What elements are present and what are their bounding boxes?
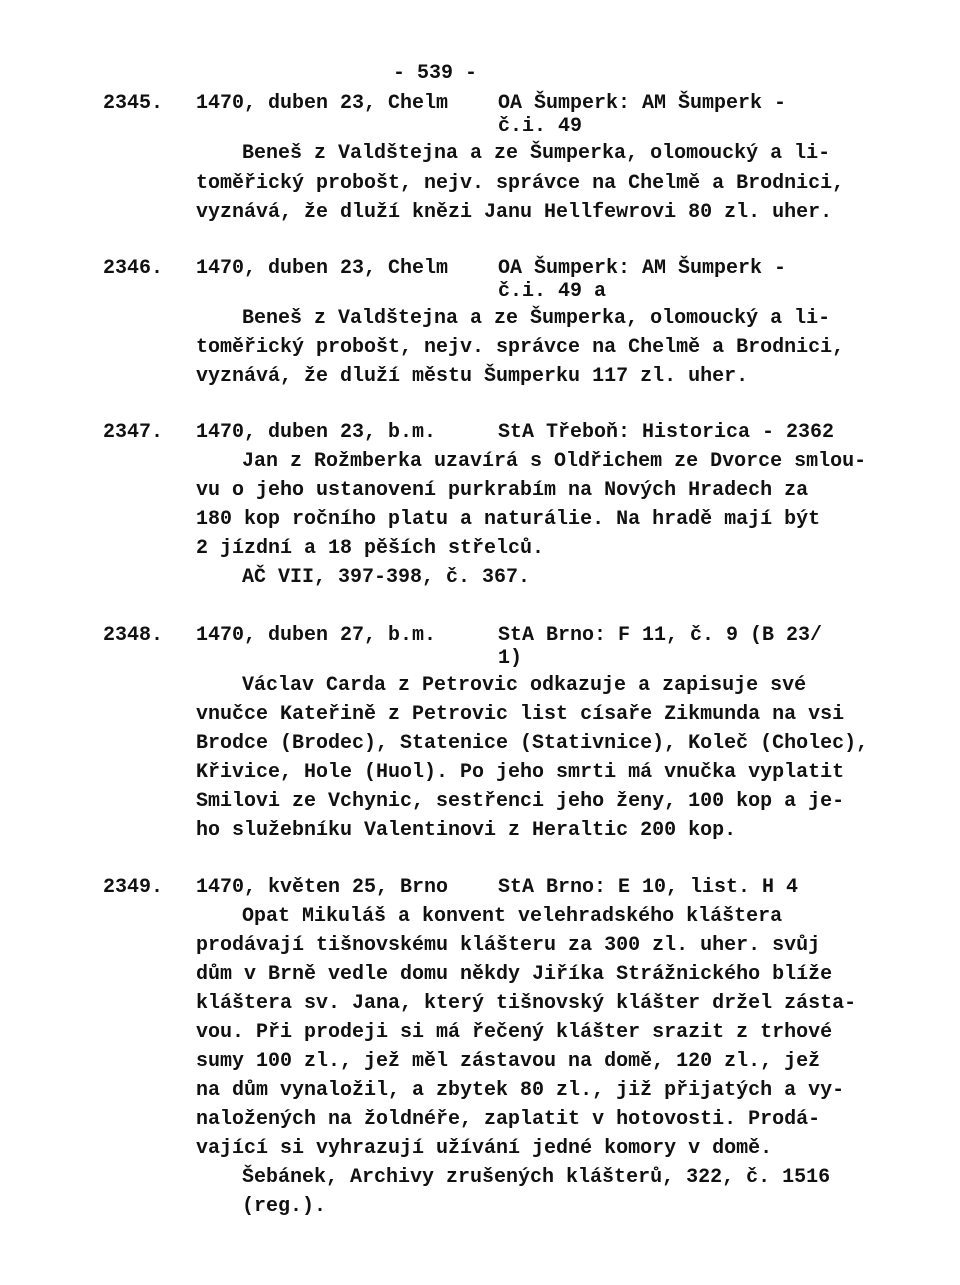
entry-text-line: Brodce (Brodec), Statenice (Stativnice), Koleč (Cholec), xyxy=(196,732,869,755)
entry-text-line: vyznává, že dluží městu Šumperku 117 zl. uher. xyxy=(196,365,749,388)
entry-text-line: sumy 100 zl., jež měl zástavou na domě, 120 zl., jež xyxy=(196,1050,821,1073)
entry-text-line: vu o jeho ustanovení purkrabím na Nových Hradech za xyxy=(196,479,809,502)
entry-date: 1470, květen 25, Brno xyxy=(196,876,449,899)
entry-text-line: na dům vynaložil, a zbytek 80 zl., již přijatých a vy- xyxy=(196,1079,845,1102)
entry-text-line: 2 jízdní a 18 pěších střelců. xyxy=(196,537,545,560)
entry-text-line: vyznává, že dluží knězi Janu Hellfewrovi 80 zl. uher. xyxy=(196,201,833,224)
entry-archive: StA Brno: F 11, č. 9 (B 23/ xyxy=(498,624,823,647)
entry-archive: č.i. 49 a xyxy=(498,280,607,303)
entry-text-line: toměřický probošt, nejv. správce na Chelmě a Brodnici, xyxy=(196,172,845,195)
entry-text-line: Beneš z Valdštejna a ze Šumperka, olomoucký a li- xyxy=(242,307,831,330)
entry-text-line: ho služebníku Valentinovi z Heraltic 200 kop. xyxy=(196,819,737,842)
entry-text-line: 180 kop ročního platu a naturálie. Na hradě mají být xyxy=(196,508,821,531)
entry-number: 2346. xyxy=(103,257,164,280)
entry-text-line: Beneš z Valdštejna a ze Šumperka, olomoucký a li- xyxy=(242,142,831,165)
entry-date: 1470, duben 23, Chelm xyxy=(196,92,449,115)
entry-text-line: Opat Mikuláš a konvent velehradského kláštera xyxy=(242,905,783,928)
entry-archive: StA Třeboň: Historica - 2362 xyxy=(498,421,835,444)
entry-archive: OA Šumperk: AM Šumperk - xyxy=(498,92,787,115)
entry-text-line: dům v Brně vedle domu někdy Jiříka Strážnického blíže xyxy=(196,963,833,986)
entry-text-line: Křivice, Hole (Huol). Po jeho smrti má vnučka vyplatit xyxy=(196,761,845,784)
page-number: - 539 - xyxy=(393,62,478,85)
entry-number: 2347. xyxy=(103,421,164,444)
entry-citation: AČ VII, 397-398, č. 367. xyxy=(242,566,531,589)
entry-citation: (reg.). xyxy=(242,1195,327,1218)
entry-citation: Šebánek, Archivy zrušených klášterů, 322, č. 1516 xyxy=(242,1166,831,1189)
entry-text-line: vající si vyhrazují užívání jedné komory v domě. xyxy=(196,1137,773,1160)
entry-text-line: Smilovi ze Vchynic, sestřenci jeho ženy, 100 kop a je- xyxy=(196,790,845,813)
entry-date: 1470, duben 23, Chelm xyxy=(196,257,449,280)
entry-number: 2349. xyxy=(103,876,164,899)
entry-text-line: Václav Carda z Petrovic odkazuje a zapisuje své xyxy=(242,674,807,697)
entry-text-line: toměřický probošt, nejv. správce na Chelmě a Brodnici, xyxy=(196,336,845,359)
entry-archive: č.i. 49 xyxy=(498,115,583,138)
entry-number: 2348. xyxy=(103,624,164,647)
entry-text-line: prodávají tišnovskému klášteru za 300 zl. uher. svůj xyxy=(196,934,821,957)
entry-text-line: vou. Při prodeji si má řečený klášter srazit z trhové xyxy=(196,1021,833,1044)
entry-date: 1470, duben 23, b.m. xyxy=(196,421,437,444)
entry-text-line: kláštera sv. Jana, který tišnovský klášter držel zásta- xyxy=(196,992,857,1015)
entry-archive: StA Brno: E 10, list. H 4 xyxy=(498,876,799,899)
entry-number: 2345. xyxy=(103,92,164,115)
entry-text-line: naložených na žoldnéře, zaplatit v hotovosti. Prodá- xyxy=(196,1108,821,1131)
entry-text-line: Jan z Rožmberka uzavírá s Oldřichem ze Dvorce smlou- xyxy=(242,450,867,473)
entry-archive: 1) xyxy=(498,647,523,670)
entry-archive: OA Šumperk: AM Šumperk - xyxy=(498,257,787,280)
entry-date: 1470, duben 27, b.m. xyxy=(196,624,437,647)
entry-text-line: vnučce Kateřině z Petrovic list císaře Zikmunda na vsi xyxy=(196,703,845,726)
